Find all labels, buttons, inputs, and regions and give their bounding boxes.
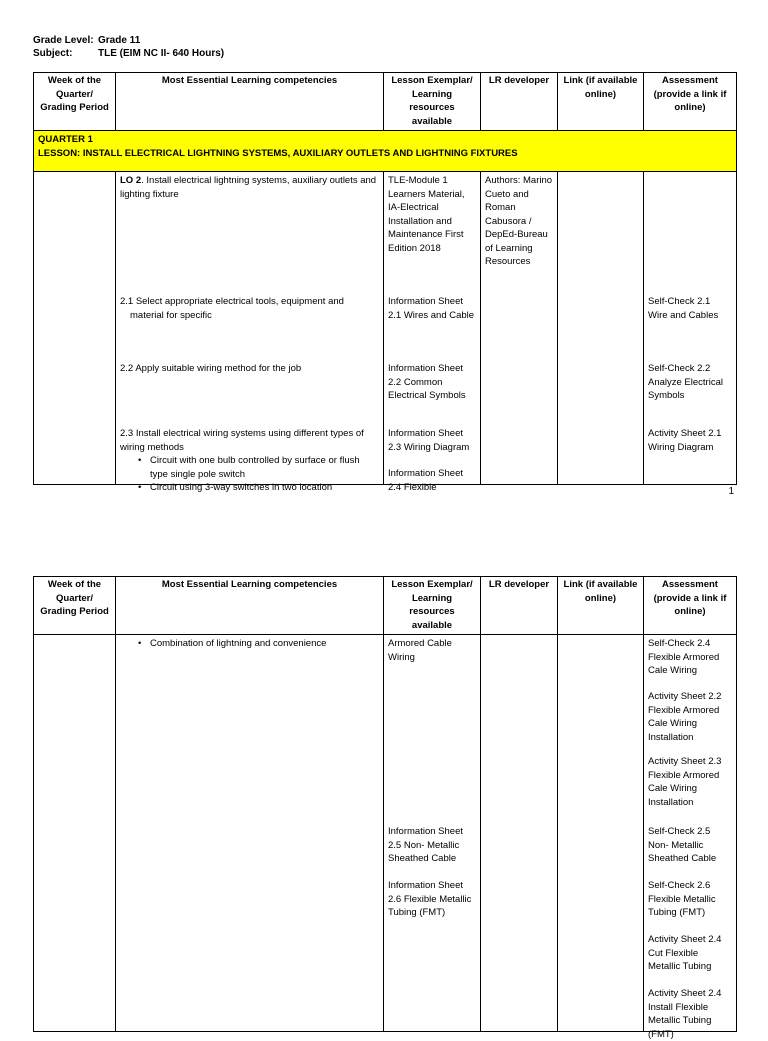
assessment-self-check-2-2: Self-Check 2.2 Analyze Electrical Symbols xyxy=(648,363,723,401)
assessment-activity-sheet-2-1: Activity Sheet 2.1 Wiring Diagram xyxy=(648,428,722,453)
assessment-cell xyxy=(644,172,737,485)
col-header-competencies: Most Essential Learning competencies xyxy=(116,577,384,635)
grade-level-value: Grade 11 xyxy=(98,35,141,46)
competency-2-3-text: 2.3 Install electrical wiring systems using different types of wiring methods xyxy=(120,428,364,453)
assessment-activity-sheet-2-3: Activity Sheet 2.3 Flexible Armored Cale Wiring Installation xyxy=(648,756,722,808)
col-header-resources: Lesson Exemplar/ Learning resources available xyxy=(384,73,481,131)
competency-cell xyxy=(116,635,384,1032)
col-header-resources: Lesson Exemplar/ Learning resources available xyxy=(384,577,481,635)
table-header-row xyxy=(34,73,737,131)
resource-info-sheet-2-1: Information Sheet 2.1 Wires and Cable xyxy=(388,296,475,321)
col-header-developer: LR developer xyxy=(481,577,558,635)
competency-2-2: 2.2 Apply suitable wiring method for the job xyxy=(120,363,302,374)
lo-label: LO 2 xyxy=(120,175,142,186)
lo-text: . Install electrical lightning systems, auxiliary outlets and lighting fixture xyxy=(120,175,377,200)
resource-info-sheet-2-5: Information Sheet 2.5 Non- Metallic Sheathed Cable xyxy=(388,826,463,864)
assessment-self-check-2-6: Self-Check 2.6 Flexible Metallic Tubing (FMT) xyxy=(648,880,716,918)
quarter-title: QUARTER 1 xyxy=(38,134,93,145)
link-cell xyxy=(558,172,644,485)
quarter-row xyxy=(34,131,737,172)
assessment-self-check-2-5: Self-Check 2.5 Non- Metallic Sheathed Cable xyxy=(648,826,717,864)
assessment-activity-sheet-2-4-cut: Activity Sheet 2.4 Cut Flexible Metallic Tubing xyxy=(648,934,722,972)
subject-label: Subject: xyxy=(33,47,73,59)
list-item: • Circuit with one bulb controlled by surface or flush type single pole switch xyxy=(150,454,379,481)
resource-info-sheet-2-6: Information Sheet 2.6 Flexible Metallic Tubing (FMT) xyxy=(388,880,472,918)
competency-2-1 xyxy=(120,295,379,322)
assessment-activity-sheet-2-4-install: Activity Sheet 2.4 Install Flexible Metallic Tubing (FMT) xyxy=(648,988,722,1040)
col-header-link: Link (if available online) xyxy=(558,73,644,131)
week-cell xyxy=(34,172,116,485)
table-row xyxy=(34,635,737,1032)
col-header-competencies: Most Essential Learning competencies xyxy=(116,73,384,131)
col-header-week: Week of the Quarter/ Grading Period xyxy=(34,73,116,131)
competency-cell xyxy=(116,172,384,493)
assessment-self-check-2-4: Self-Check 2.4 Flexible Armored Cale Wiring xyxy=(648,638,720,676)
document-page-2 xyxy=(0,548,768,1040)
col-header-assessment: Assessment (provide a link if online) xyxy=(644,73,737,131)
resources-cell xyxy=(384,172,481,493)
competency-2-1-line2: material for specific xyxy=(130,309,212,321)
assessment-self-check-2-1: Self-Check 2.1 Wire and Cables xyxy=(648,296,719,321)
table-header-row xyxy=(34,577,737,635)
page-number: 1 xyxy=(728,486,734,497)
week-cell xyxy=(34,635,116,1032)
competency-table-page-1 xyxy=(33,72,737,493)
resource-module-1: TLE-Module 1 Learners Material, IA-Electrical Installation and Maintenance First Edition 2018 xyxy=(388,175,465,254)
grade-level-label: Grade Level: xyxy=(33,35,94,46)
col-header-link: Link (if available online) xyxy=(558,577,644,635)
competency-2-1-line1: 2.1 Select appropriate electrical tools, equipment and xyxy=(120,296,344,307)
competency-2-3 xyxy=(120,427,379,495)
col-header-assessment: Assessment (provide a link if online) xyxy=(644,577,737,635)
list-item: • Circuit using 3-way switches in two location xyxy=(150,481,379,495)
subject-value: TLE (EIM NC II- 640 Hours) xyxy=(98,47,225,59)
developer-cell xyxy=(481,172,558,485)
quarter-banner xyxy=(34,131,737,172)
competency-table-page-2 xyxy=(33,576,737,1040)
document-meta xyxy=(33,35,224,60)
resource-info-sheet-2-2: Information Sheet 2.2 Common Electrical Symbols xyxy=(388,363,466,401)
table-row xyxy=(34,172,737,485)
resource-info-sheet-2-4: Information Sheet 2.4 Flexible xyxy=(388,468,463,493)
lesson-title: LESSON: INSTALL ELECTRICAL LIGHTNING SYSTEMS, AUXILIARY OUTLETS AND LIGHTNING FIXTURES xyxy=(38,147,518,159)
col-header-week: Week of the Quarter/ Grading Period xyxy=(34,577,116,635)
link-cell xyxy=(558,635,644,1032)
resource-info-sheet-2-3: Information Sheet 2.3 Wiring Diagram xyxy=(388,428,470,453)
resource-armored-cable-wiring: Armored Cable Wiring xyxy=(388,638,452,663)
assessment-activity-sheet-2-2: Activity Sheet 2.2 Flexible Armored Cale Wiring Installation xyxy=(648,691,722,743)
developer-cell xyxy=(481,635,558,1032)
developer-authors: Authors: Marino Cueto and Roman Cabusora / DepEd-Bureau of Learning Resources xyxy=(485,175,553,267)
list-item: • Combination of lightning and convenience xyxy=(150,637,379,651)
lo-2-competency xyxy=(120,174,379,201)
assessment-cell xyxy=(644,635,737,1040)
col-header-developer: LR developer xyxy=(481,73,558,131)
resources-cell xyxy=(384,635,481,1032)
